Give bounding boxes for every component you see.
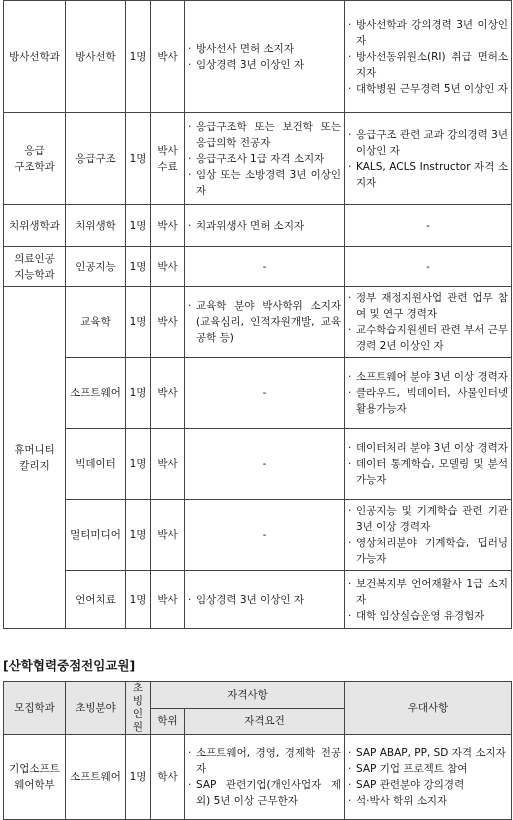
list-item: · 방사선학과 강의경력 3년 이상인 자	[348, 17, 508, 49]
header-count: 초빙 인원	[126, 682, 151, 735]
preferences-cell	[345, 429, 512, 500]
requirements-cell: -	[185, 247, 345, 287]
field-cell: 치위생학	[66, 205, 126, 247]
preferences-cell: -	[345, 247, 512, 287]
list-item: · 응급구조 관련 교과 강의경력 3년 이상인 자	[348, 127, 508, 159]
count-cell: 1명	[126, 205, 151, 247]
faculty-table-body	[4, 1, 512, 629]
section-title: [산학협력중점전임교원]	[3, 658, 136, 673]
list-item: · 응급구조학 또는 보건학 또는 응급의학 전공자	[188, 119, 341, 151]
count-cell: 1명	[126, 287, 151, 358]
list-item: · 소프트웨어, 경영, 경제학 전공자	[188, 745, 341, 777]
field-cell: 소프트웨어	[66, 358, 126, 429]
preferences-cell	[345, 358, 512, 429]
list-item: · 정부 재정지원사업 관련 업무 참여 및 연구 경력자	[348, 290, 508, 322]
field-cell: 인공지능	[66, 247, 126, 287]
list-item: · 방사선사 면허 소지자	[188, 41, 341, 57]
degree-cell: 박사	[151, 247, 185, 287]
field-cell: 응급구조	[66, 113, 126, 205]
table-row	[4, 205, 512, 247]
dept-cell: 응급 구조학과	[4, 113, 66, 205]
count-cell: 1명	[126, 429, 151, 500]
field-cell: 멀티미디어	[66, 500, 126, 571]
list-item: · 교육학 분야 박사학위 소지자(교육심리, 인적자원개발, 교육공학 등)	[188, 298, 341, 346]
field-cell: 교육학	[66, 287, 126, 358]
degree-cell: 박사	[151, 205, 185, 247]
table-row	[4, 358, 512, 429]
list-item: · SAP 관련기업(개인사업자 제외) 5년 이상 근무한자	[188, 777, 341, 809]
list-item: · 임상 또는 소방경력 3년 이상인 자	[188, 167, 341, 199]
header-dept: 모집학과	[4, 682, 66, 735]
table-row	[4, 571, 512, 629]
list-item: · 치과위생사 면허 소지자	[188, 218, 341, 234]
dept-cell: 의료인공 지능학과	[4, 247, 66, 287]
count-cell: 1명	[126, 113, 151, 205]
requirements-cell	[185, 205, 345, 247]
list-item: · 임상경력 3년 이상인 자	[188, 592, 341, 608]
list-item: · 대학 임상실습운영 유경험자	[348, 608, 508, 624]
industry-faculty-table	[3, 681, 512, 820]
list-item: · 데이터처리 분야 3년 이상 경력자	[348, 440, 508, 456]
dept-cell: 휴머니티 칼리지	[4, 287, 66, 629]
degree-cell: 학사	[151, 735, 185, 820]
table-row	[4, 287, 512, 358]
table-row	[4, 247, 512, 287]
list-item: · 데이터 통계학습, 모델링 및 분석 가능자	[348, 456, 508, 488]
requirements-cell	[185, 287, 345, 358]
table-row	[4, 500, 512, 571]
dept-cell: 방사선학과	[4, 1, 66, 113]
list-item: · SAP ABAP, PP, SD 자격 소지자	[348, 745, 508, 761]
count-cell: 1명	[126, 1, 151, 113]
list-item: · 응급구조사 1급 자격 소지자	[188, 151, 341, 167]
list-item: · 보건복지부 언어재활사 1급 소지자	[348, 576, 508, 608]
header-preferences: 우대사항	[345, 682, 512, 735]
header-field: 초빙분야	[66, 682, 126, 735]
requirements-cell	[185, 571, 345, 629]
preferences-cell	[345, 1, 512, 113]
degree-cell: 박사	[151, 429, 185, 500]
list-item: · 인공지능 및 기계학습 관련 기관 3년 이상 경력자	[348, 503, 508, 535]
preferences-cell	[345, 735, 512, 820]
preferences-cell: -	[345, 205, 512, 247]
degree-cell: 박사	[151, 287, 185, 358]
dept-cell: 기업소프트 웨어학부	[4, 735, 66, 820]
degree-cell: 박사	[151, 500, 185, 571]
list-item: · 임상경력 3년 이상인 자	[188, 57, 341, 73]
list-item: · 방사선동위원소(RI) 취급 면허소지자	[348, 49, 508, 81]
table-row	[4, 735, 512, 820]
list-item: · 소프트웨어 분야 3년 이상 경력자	[348, 369, 508, 385]
field-cell: 빅데이터	[66, 429, 126, 500]
table-row	[4, 429, 512, 500]
list-item: · 대학병원 근무경력 5년 이상인 자	[348, 81, 508, 97]
preferences-cell	[345, 113, 512, 205]
degree-cell: 박사	[151, 571, 185, 629]
requirements-cell: -	[185, 358, 345, 429]
list-item: · SAP 관련분야 강의경력	[348, 777, 508, 793]
table-row	[4, 113, 512, 205]
requirements-cell	[185, 735, 345, 820]
header-qualification: 자격사항	[151, 682, 345, 709]
degree-cell: 박사	[151, 358, 185, 429]
requirements-cell	[185, 113, 345, 205]
count-cell: 1명	[126, 571, 151, 629]
preferences-cell	[345, 571, 512, 629]
preferences-cell	[345, 287, 512, 358]
list-item: · SAP 기업 프로젝트 참여	[348, 761, 508, 777]
preferences-cell	[345, 500, 512, 571]
requirements-cell: -	[185, 429, 345, 500]
field-cell: 언어치료	[66, 571, 126, 629]
header-degree: 학위	[151, 708, 185, 735]
degree-cell: 박사	[151, 1, 185, 113]
header-requirements: 자격요건	[185, 708, 345, 735]
degree-cell: 박사 수료	[151, 113, 185, 205]
list-item: · 영상처리분야 기계학습, 딥러닝 가능자	[348, 535, 508, 567]
count-cell: 1명	[126, 358, 151, 429]
requirements-cell	[185, 1, 345, 113]
list-item: · 석·박사 학위 소지자	[348, 793, 508, 809]
list-item: · 클라우드, 빅데이터, 사물인터넷 활용가능자	[348, 385, 508, 417]
count-cell: 1명	[126, 735, 151, 820]
list-item: · KALS, ACLS Instructor 자격 소지자	[348, 159, 508, 191]
dept-cell: 치위생학과	[4, 205, 66, 247]
faculty-table	[3, 0, 512, 629]
field-cell: 소프트웨어	[66, 735, 126, 820]
field-cell: 방사선학	[66, 1, 126, 113]
count-cell: 1명	[126, 247, 151, 287]
requirements-cell: -	[185, 500, 345, 571]
count-cell: 1명	[126, 500, 151, 571]
list-item: · 교수학습지원센터 관련 부서 근무경력 2년 이상인 자	[348, 322, 508, 354]
table-row	[4, 1, 512, 113]
